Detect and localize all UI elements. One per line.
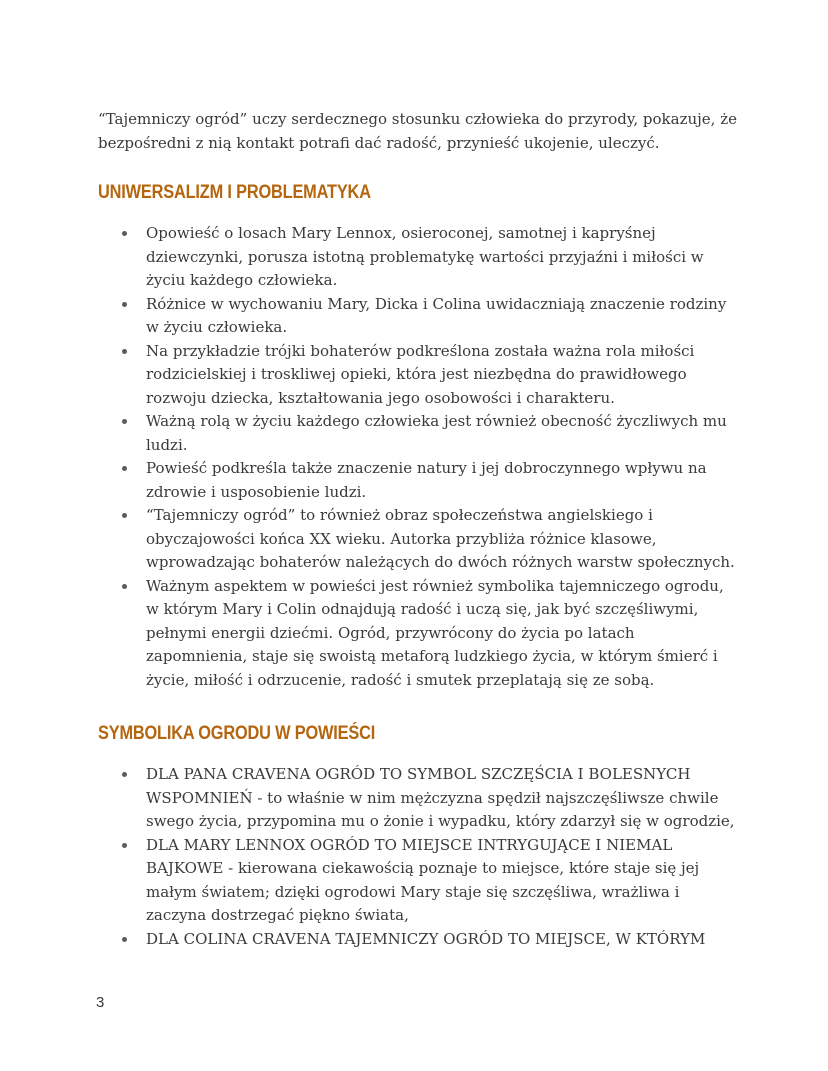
bullet-icon xyxy=(122,937,127,942)
bullet-icon xyxy=(122,513,127,518)
section-heading-universalism: UNIWERSALIZM I PROBLEMATYKA xyxy=(98,182,371,203)
bullet-icon xyxy=(122,843,127,848)
bullet-icon xyxy=(122,302,127,307)
list-item xyxy=(98,575,738,693)
list-item xyxy=(98,293,738,340)
list-item-text: Ważnym aspektem w powieści jest również symbolika tajemniczego ogrodu, w którym Mary i Colin odnajdują radość i uczą się, jak być szczęśliwymi, pełnymi energii dziećmi. Ogród, przywrócony do życia po latach zapomnienia, staje się swoistą metaforą ludzkiego życia, w którym śmierć i życie, miłość i odrzucenie, radość i smutek przeplatają się ze sobą. xyxy=(146,576,724,689)
bullet-icon xyxy=(122,584,127,589)
list-item xyxy=(98,457,738,504)
list-item xyxy=(98,410,738,457)
list-item-text: Różnice w wychowaniu Mary, Dicka i Colina uwidaczniają znaczenie rodziny w życiu człowieka. xyxy=(146,294,727,336)
bullet-list-garden-symbolism xyxy=(98,763,738,951)
list-item xyxy=(98,834,738,928)
list-item xyxy=(98,222,738,293)
bullet-icon xyxy=(122,231,127,236)
bullet-icon xyxy=(122,419,127,424)
list-item-text: DLA PANA CRAVENA OGRÓD TO SYMBOL SZCZĘŚCIA I BOLESNYCH WSPOMNIEŃ - to właśnie w nim mężczyzna spędził najszczęśliwsze chwile swego życia, przypomina mu o żonie i wypadku, który zdarzył się w ogrodzie, xyxy=(146,765,735,830)
list-item xyxy=(98,504,738,575)
list-item-text: Na przykładzie trójki bohaterów podkreślona została ważna rola miłości rodzicielskiej i troskliwej opieki, która jest niezbędna do prawidłowego rozwoju dziecka, kształtowania jego osobowości i charakteru. xyxy=(146,341,695,407)
list-item-text: Opowieść o losach Mary Lennox, osieroconej, samotnej i kapryśnej dziewczynki, porusza istotną problematykę wartości przyjaźni i miłości w życiu każdego człowieka. xyxy=(146,224,704,289)
list-item-text: Powieść podkreśla także znaczenie natury i jej dobroczynnego wpływu na zdrowie i usposobienie ludzi. xyxy=(146,459,707,501)
list-item xyxy=(98,928,738,952)
bullet-icon xyxy=(122,466,127,471)
list-item-text: “Tajemniczy ogród” to również obraz społeczeństwa angielskiego i obyczajowości końca XX wieku. Autorka przybliża różnice klasowe, wprowadzając bohaterów należących do dwóch różnych warstw społecznych. xyxy=(146,506,735,571)
page-content xyxy=(98,108,738,981)
intro-paragraph: “Tajemniczy ogród” uczy serdecznego stosunku człowieka do przyrody, pokazuje, że bezpośredni z nią kontakt potrafi dać radość, przynieść ukojenie, uleczyć. xyxy=(98,110,738,152)
list-item-text: DLA MARY LENNOX OGRÓD TO MIEJSCE INTRYGUJĄCE I NIEMAL BAJKOWE - kierowana ciekawością poznaje to miejsce, które staje się jej małym światem; dzięki ogrodowi Mary staje się szczęśliwa, wrażliwa i zaczyna dostrzegać piękno świata, xyxy=(146,835,700,924)
page-number: 3 xyxy=(96,994,105,1011)
section-heading-garden-symbolism: SYMBOLIKA OGRODU W POWIEŚCI xyxy=(98,723,376,744)
list-item xyxy=(98,763,738,834)
bullet-list-universalism xyxy=(98,222,738,692)
list-item-text: Ważną rolą w życiu każdego człowieka jest również obecność życzliwych mu ludzi. xyxy=(146,412,727,454)
bullet-icon xyxy=(122,349,127,354)
list-item-text: DLA COLINA CRAVENA TAJEMNICZY OGRÓD TO MIEJSCE, W KTÓRYM xyxy=(146,929,706,948)
bullet-icon xyxy=(122,772,127,777)
list-item xyxy=(98,340,738,411)
